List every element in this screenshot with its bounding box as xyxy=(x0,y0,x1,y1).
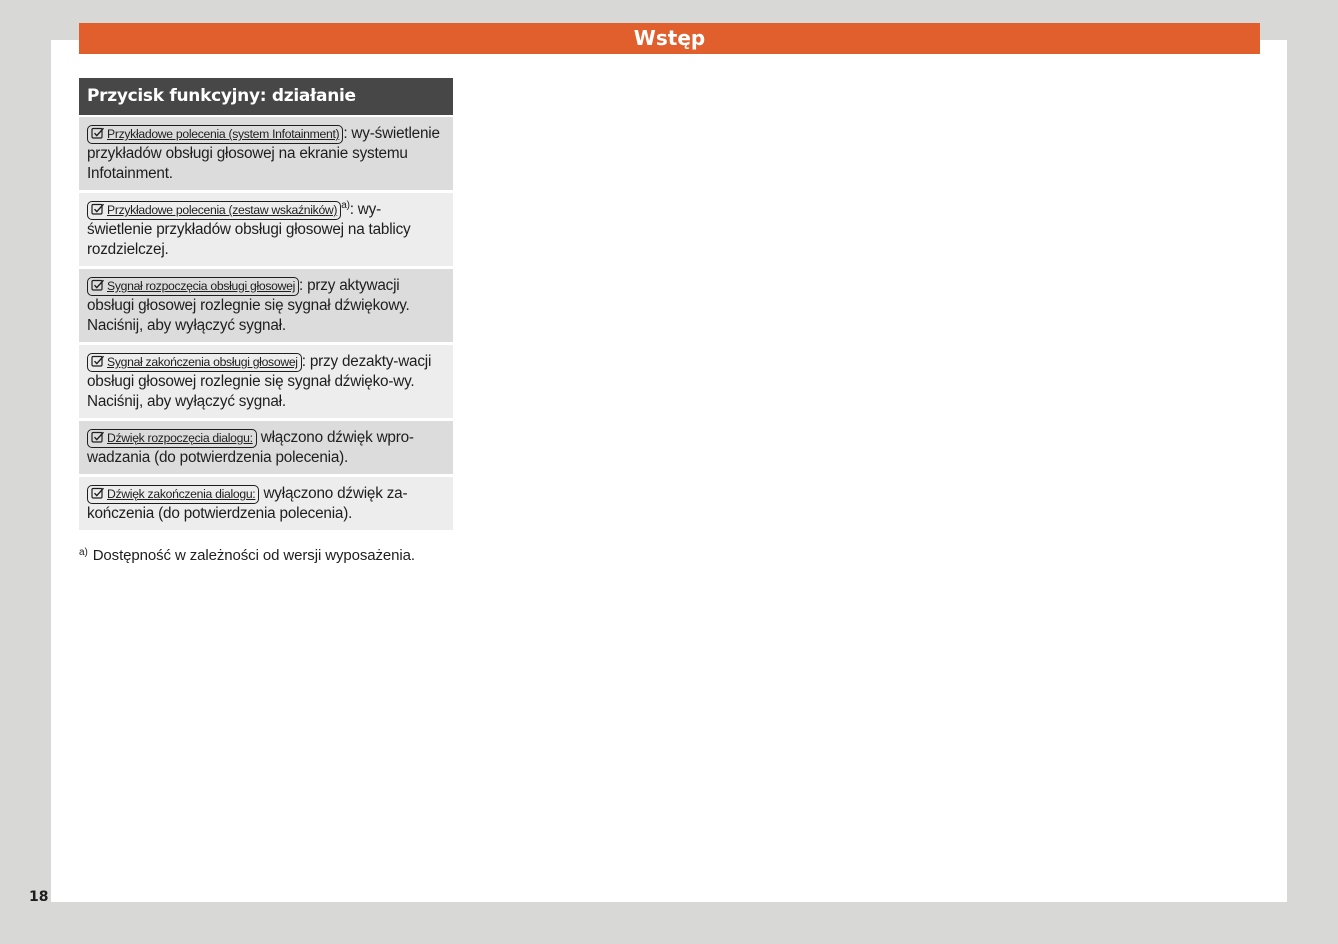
page-number: 18 xyxy=(29,889,49,905)
footnote xyxy=(79,543,415,566)
setting-option[interactable] xyxy=(87,429,257,448)
setting-option-label: Przykładowe polecenia (zestaw wskaźników) xyxy=(107,203,338,217)
footnote-mark: a) xyxy=(79,547,88,558)
setting-description: włączono dźwięk wpro-wadzania (do potwierdzenia polecenia). xyxy=(87,429,414,466)
table-row xyxy=(79,477,453,530)
setting-option-label: Sygnał rozpoczęcia obsługi głosowej xyxy=(107,279,295,293)
table-row xyxy=(79,117,453,190)
setting-option[interactable] xyxy=(87,125,343,144)
checkbox-checked-icon xyxy=(91,487,105,499)
setting-description: : wy-świetlenie przykładów obsługi głosowej na tablicy rozdzielczej. xyxy=(87,201,411,258)
setting-option[interactable] xyxy=(87,485,259,504)
settings-table xyxy=(79,117,453,533)
table-row xyxy=(79,421,453,474)
setting-description: : przy dezakty-wacji obsługi głosowej rozlegnie się sygnał dźwięko-wy. Naciśnij, aby wyłączyć sygnał. xyxy=(87,353,432,410)
setting-description: wyłączono dźwięk za-kończenia (do potwierdzenia polecenia). xyxy=(87,485,408,522)
setting-option[interactable] xyxy=(87,353,302,372)
table-row xyxy=(79,345,453,418)
footnote-reference: a) xyxy=(341,200,350,211)
setting-option-label: Dźwięk zakończenia dialogu: xyxy=(107,487,256,501)
checkbox-checked-icon xyxy=(91,355,105,367)
checkbox-checked-icon xyxy=(91,127,105,139)
setting-option[interactable] xyxy=(87,277,299,296)
checkbox-checked-icon xyxy=(91,203,105,215)
setting-option-label: Przykładowe polecenia (system Infotainment) xyxy=(107,127,340,141)
table-row xyxy=(79,193,453,266)
chapter-header: Wstęp xyxy=(79,23,1260,54)
setting-option-label: Sygnał zakończenia obsługi głosowej xyxy=(107,355,298,369)
section-title: Przycisk funkcyjny: działanie xyxy=(79,78,453,115)
setting-description: : przy aktywacji obsługi głosowej rozlegnie się sygnał dźwiękowy. Naciśnij, aby wyłączyć sygnał. xyxy=(87,277,410,334)
setting-option-label: Dźwięk rozpoczęcia dialogu: xyxy=(107,431,253,445)
footnote-text: Dostępność w zależności od wersji wyposażenia. xyxy=(92,547,415,564)
checkbox-checked-icon xyxy=(91,279,105,291)
setting-option[interactable] xyxy=(87,201,341,220)
table-row xyxy=(79,269,453,342)
setting-description: : wy-świetlenie przykładów obsługi głosowej na ekranie systemu Infotainment. xyxy=(87,125,440,182)
checkbox-checked-icon xyxy=(91,431,105,443)
